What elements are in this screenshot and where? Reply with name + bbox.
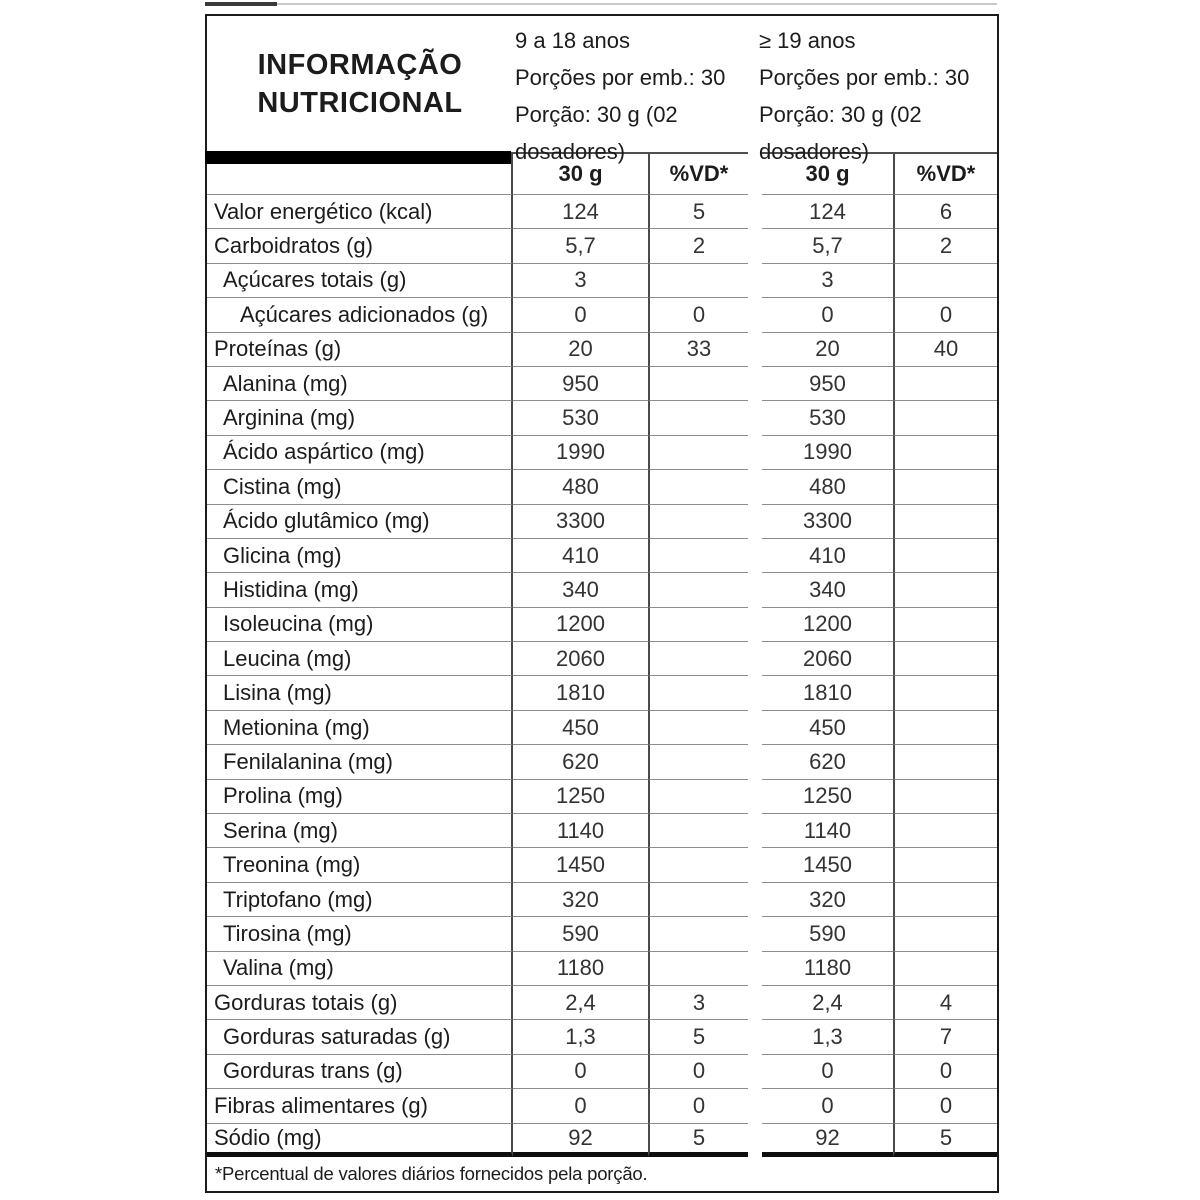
column-group-gap: [748, 607, 762, 641]
nutrient-label: Alanina (mg): [207, 366, 513, 400]
dv-value-g2: 7: [893, 1019, 997, 1053]
amount-value-g2: 5,7: [762, 228, 893, 262]
column-group-gap: [748, 297, 762, 331]
age-group-2-servings: Porções por emb.: 30: [759, 65, 970, 90]
col-header-dv-g2: %VD*: [893, 152, 997, 194]
nutrient-label: Isoleucina (mg): [207, 607, 513, 641]
amount-value-g1: 2,4: [513, 985, 648, 1019]
dv-value-g2: [893, 710, 997, 744]
age-group-2-range: ≥ 19 anos: [759, 28, 856, 53]
nutrient-label: Metionina (mg): [207, 710, 513, 744]
nutrient-label: Triptofano (mg): [207, 882, 513, 916]
amount-value-g1: 20: [513, 332, 648, 366]
table-row: [207, 538, 997, 572]
nutrient-label: Gorduras trans (g): [207, 1054, 513, 1088]
col-header-dv-g1: %VD*: [648, 152, 748, 194]
column-group-gap: [748, 194, 762, 228]
amount-value-g1: 0: [513, 1088, 648, 1122]
dv-value-g2: [893, 916, 997, 950]
divider-bar: [205, 151, 511, 164]
dv-value-g2: 0: [893, 297, 997, 331]
dv-value-g1: [648, 847, 748, 881]
nutrient-rows: [207, 194, 997, 1157]
amount-value-g2: 340: [762, 572, 893, 606]
dv-value-g1: 5: [648, 1123, 748, 1157]
amount-value-g1: 0: [513, 297, 648, 331]
amount-value-g2: 620: [762, 744, 893, 778]
column-group-gap: [748, 847, 762, 881]
dv-value-g2: [893, 951, 997, 985]
amount-value-g1: 530: [513, 400, 648, 434]
dv-value-g1: [648, 263, 748, 297]
table-row: [207, 366, 997, 400]
dv-value-g2: 4: [893, 985, 997, 1019]
dv-value-g1: 5: [648, 194, 748, 228]
amount-value-g2: 450: [762, 710, 893, 744]
dv-value-g1: [648, 538, 748, 572]
dv-value-g1: [648, 366, 748, 400]
dv-value-g1: [648, 675, 748, 709]
nutrient-label: Carboidratos (g): [207, 228, 513, 262]
nutrient-label: Gorduras saturadas (g): [207, 1019, 513, 1053]
nutrient-label: Glicina (mg): [207, 538, 513, 572]
dv-value-g2: [893, 400, 997, 434]
nutrient-label: Valina (mg): [207, 951, 513, 985]
dv-value-g1: [648, 641, 748, 675]
table-row: [207, 607, 997, 641]
dv-value-g1: [648, 400, 748, 434]
dv-value-g2: [893, 675, 997, 709]
nutrient-label: Leucina (mg): [207, 641, 513, 675]
column-group-gap: [748, 228, 762, 262]
dv-value-g2: [893, 813, 997, 847]
age-group-1-serving-size: Porção: 30 g (02: [515, 102, 678, 127]
nutrition-facts-table: [205, 14, 999, 1193]
amount-value-g2: 20: [762, 332, 893, 366]
dv-value-g2: [893, 435, 997, 469]
age-group-2-header: [759, 22, 969, 170]
table-row: [207, 675, 997, 709]
amount-value-g2: 950: [762, 366, 893, 400]
amount-value-g2: 1250: [762, 779, 893, 813]
dv-value-g2: 2: [893, 228, 997, 262]
amount-value-g2: 0: [762, 297, 893, 331]
amount-value-g2: 2,4: [762, 985, 893, 1019]
amount-value-g2: 1990: [762, 435, 893, 469]
table-row: [207, 400, 997, 434]
nutrient-label: Fibras alimentares (g): [207, 1088, 513, 1122]
nutrient-label: Proteínas (g): [207, 332, 513, 366]
amount-value-g2: 1180: [762, 951, 893, 985]
amount-value-g2: 320: [762, 882, 893, 916]
column-group-gap: [748, 882, 762, 916]
column-group-gap: [748, 1054, 762, 1088]
amount-value-g1: 340: [513, 572, 648, 606]
table-row: [207, 985, 997, 1019]
table-row: [207, 1054, 997, 1088]
amount-value-g1: 2060: [513, 641, 648, 675]
nutrient-label: Fenilalanina (mg): [207, 744, 513, 778]
header-label-cell: [207, 152, 513, 194]
dv-value-g1: [648, 813, 748, 847]
nutrient-label: Sódio (mg): [207, 1123, 513, 1157]
amount-value-g2: 0: [762, 1088, 893, 1122]
column-group-gap: [748, 675, 762, 709]
table-row: [207, 332, 997, 366]
table-title: [207, 46, 513, 122]
table-row: [207, 744, 997, 778]
dv-value-g2: 6: [893, 194, 997, 228]
nutrient-label: Cistina (mg): [207, 469, 513, 503]
age-group-1-servings: Porções por emb.: 30: [515, 65, 726, 90]
amount-value-g1: 320: [513, 882, 648, 916]
column-group-gap: [748, 366, 762, 400]
column-group-gap: [748, 779, 762, 813]
nutrient-label: Prolina (mg): [207, 779, 513, 813]
amount-value-g1: 92: [513, 1123, 648, 1157]
nutrient-label: Lisina (mg): [207, 675, 513, 709]
amount-value-g2: 530: [762, 400, 893, 434]
amount-value-g1: 3300: [513, 504, 648, 538]
amount-value-g1: 1810: [513, 675, 648, 709]
nutrient-label: Açúcares totais (g): [207, 263, 513, 297]
nutrient-label: Ácido glutâmico (mg): [207, 504, 513, 538]
footnote-row: [207, 1157, 997, 1191]
table-row: [207, 194, 997, 228]
age-group-2-serving-size-cont: dosadores): [759, 139, 870, 164]
amount-value-g1: 5,7: [513, 228, 648, 262]
amount-value-g1: 3: [513, 263, 648, 297]
dv-value-g2: 0: [893, 1088, 997, 1122]
table-row: [207, 916, 997, 950]
nutrient-label: Valor energético (kcal): [207, 194, 513, 228]
amount-value-g1: 410: [513, 538, 648, 572]
nutrient-label: Ácido aspártico (mg): [207, 435, 513, 469]
amount-value-g2: 480: [762, 469, 893, 503]
age-group-1-serving-size-cont: dosadores): [515, 139, 626, 164]
top-edge-artifact-light-segment: [277, 3, 997, 5]
dv-value-g2: [893, 607, 997, 641]
column-group-gap: [748, 263, 762, 297]
dv-value-g2: [893, 572, 997, 606]
dv-value-g2: [893, 538, 997, 572]
table-row: [207, 504, 997, 538]
table-row: [207, 435, 997, 469]
dv-value-g2: 0: [893, 1054, 997, 1088]
column-group-gap: [748, 332, 762, 366]
top-edge-artifact-dark-segment: [205, 2, 277, 6]
nutrient-label: Histidina (mg): [207, 572, 513, 606]
table-row: [207, 882, 997, 916]
amount-value-g2: 2060: [762, 641, 893, 675]
amount-value-g2: 410: [762, 538, 893, 572]
dv-value-g2: [893, 366, 997, 400]
age-group-2-serving-size: Porção: 30 g (02: [759, 102, 922, 127]
amount-value-g2: 124: [762, 194, 893, 228]
nutrient-label: Açúcares adicionados (g): [207, 297, 513, 331]
amount-value-g2: 92: [762, 1123, 893, 1157]
amount-value-g2: 3: [762, 263, 893, 297]
amount-value-g1: 1990: [513, 435, 648, 469]
table-row: [207, 1123, 997, 1157]
amount-value-g2: 3300: [762, 504, 893, 538]
dv-value-g1: 33: [648, 332, 748, 366]
amount-value-g1: 1180: [513, 951, 648, 985]
table-row: [207, 779, 997, 813]
dv-value-g1: [648, 469, 748, 503]
table-row: [207, 572, 997, 606]
column-group-gap: [748, 504, 762, 538]
amount-value-g1: 590: [513, 916, 648, 950]
column-group-gap: [748, 435, 762, 469]
table-row: [207, 263, 997, 297]
nutrient-label: Arginina (mg): [207, 400, 513, 434]
col-header-amount-g2: 30 g: [762, 152, 893, 194]
top-edge-artifact: [205, 2, 997, 7]
dv-value-g1: 0: [648, 1088, 748, 1122]
dv-value-g1: 0: [648, 297, 748, 331]
amount-value-g1: 1140: [513, 813, 648, 847]
dv-value-g2: 5: [893, 1123, 997, 1157]
column-group-gap: [748, 1123, 762, 1157]
amount-value-g1: 1450: [513, 847, 648, 881]
dv-value-g1: [648, 916, 748, 950]
amount-value-g1: 950: [513, 366, 648, 400]
amount-value-g1: 0: [513, 1054, 648, 1088]
table-row: [207, 710, 997, 744]
amount-value-g2: 1,3: [762, 1019, 893, 1053]
table-row: [207, 1088, 997, 1122]
amount-value-g2: 1200: [762, 607, 893, 641]
dv-value-g2: [893, 847, 997, 881]
table-row: [207, 951, 997, 985]
age-group-1-header: [515, 22, 725, 170]
amount-value-g1: 1,3: [513, 1019, 648, 1053]
age-group-1-range: 9 a 18 anos: [515, 28, 630, 53]
column-group-gap: [748, 641, 762, 675]
column-group-gap: [748, 985, 762, 1019]
footnote: *Percentual de valores diários fornecidos pela porção.: [215, 1162, 648, 1184]
column-group-gap: [748, 400, 762, 434]
dv-value-g1: [648, 744, 748, 778]
dv-value-g2: [893, 779, 997, 813]
table-title-line-1: INFORMAÇÃO: [257, 49, 463, 81]
table-row: [207, 641, 997, 675]
amount-value-g1: 1200: [513, 607, 648, 641]
amount-value-g1: 124: [513, 194, 648, 228]
dv-value-g1: [648, 572, 748, 606]
amount-value-g2: 1140: [762, 813, 893, 847]
nutrient-label: Tirosina (mg): [207, 916, 513, 950]
nutrient-label: Treonina (mg): [207, 847, 513, 881]
dv-value-g2: [893, 744, 997, 778]
dv-value-g1: [648, 607, 748, 641]
dv-value-g1: 2: [648, 228, 748, 262]
col-header-amount-g1: 30 g: [513, 152, 648, 194]
amount-value-g2: 1450: [762, 847, 893, 881]
table-row: [207, 469, 997, 503]
column-group-gap: [748, 916, 762, 950]
column-group-gap: [748, 951, 762, 985]
amount-value-g1: 480: [513, 469, 648, 503]
dv-value-g1: 5: [648, 1019, 748, 1053]
dv-value-g1: [648, 882, 748, 916]
table-header-band: [207, 16, 997, 164]
column-group-gap: [748, 710, 762, 744]
dv-value-g1: 0: [648, 1054, 748, 1088]
table-row: [207, 297, 997, 331]
dv-value-g1: [648, 435, 748, 469]
dv-value-g2: 40: [893, 332, 997, 366]
dv-value-g2: [893, 882, 997, 916]
amount-value-g1: 620: [513, 744, 648, 778]
table-title-line-2: NUTRICIONAL: [257, 87, 463, 119]
table-row: [207, 847, 997, 881]
column-group-gap: [748, 744, 762, 778]
table-row: [207, 1019, 997, 1053]
dv-value-g2: [893, 504, 997, 538]
nutrient-label: Serina (mg): [207, 813, 513, 847]
dv-value-g1: [648, 951, 748, 985]
amount-value-g1: 450: [513, 710, 648, 744]
amount-value-g2: 0: [762, 1054, 893, 1088]
column-group-gap: [748, 813, 762, 847]
column-group-gap: [748, 1019, 762, 1053]
dv-value-g1: [648, 710, 748, 744]
table-row: [207, 228, 997, 262]
dv-value-g1: [648, 504, 748, 538]
dv-value-g2: [893, 469, 997, 503]
dv-value-g2: [893, 641, 997, 675]
column-group-gap: [748, 469, 762, 503]
nutrient-label: Gorduras totais (g): [207, 985, 513, 1019]
dv-value-g2: [893, 263, 997, 297]
amount-value-g2: 1810: [762, 675, 893, 709]
amount-value-g2: 590: [762, 916, 893, 950]
dv-value-g1: [648, 779, 748, 813]
column-group-gap: [748, 1088, 762, 1122]
column-group-gap: [748, 538, 762, 572]
amount-value-g1: 1250: [513, 779, 648, 813]
column-group-gap: [748, 572, 762, 606]
dv-value-g1: 3: [648, 985, 748, 1019]
table-row: [207, 813, 997, 847]
